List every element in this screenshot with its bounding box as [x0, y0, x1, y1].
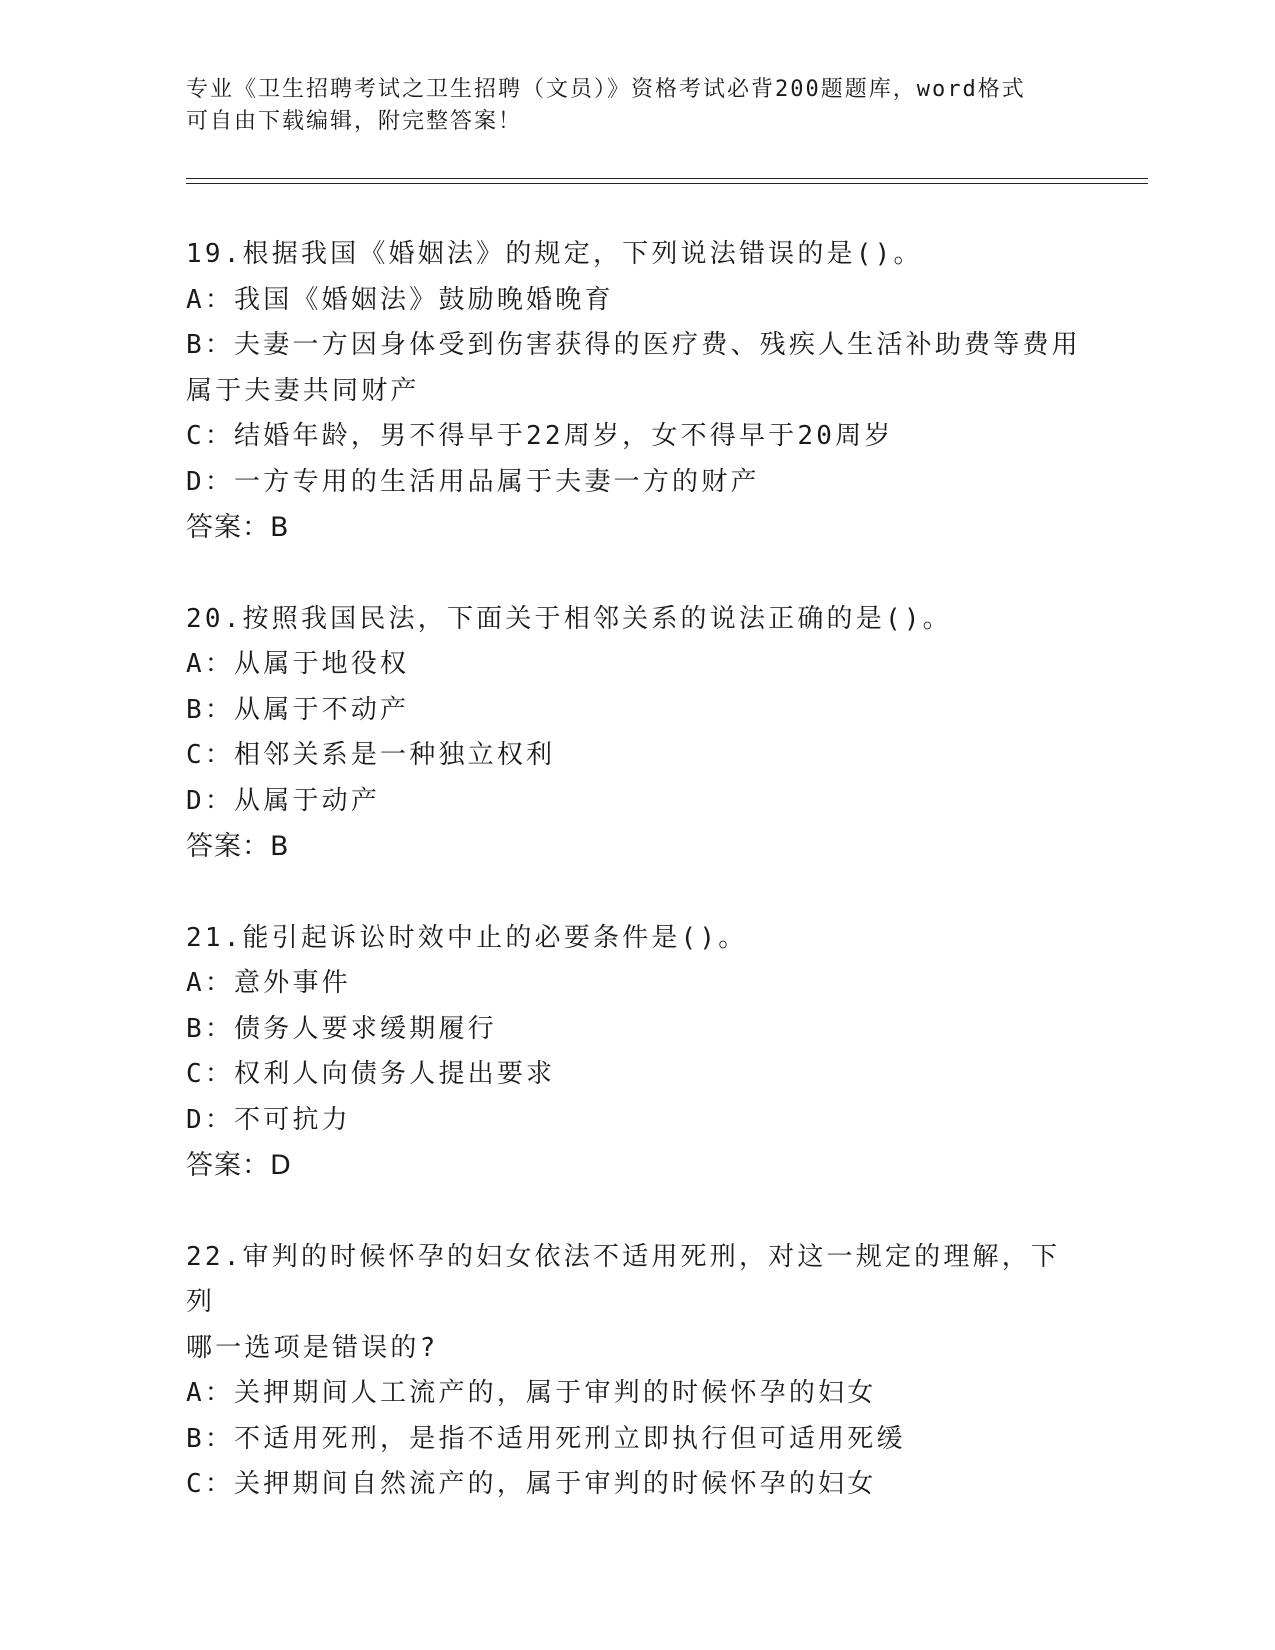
question-stem: 22.审判的时候怀孕的妇女依法不适用死刑，对这一规定的理解，下列 [186, 1241, 1061, 1317]
question-20 [186, 597, 1086, 870]
option-b: B：不适用死刑，是指不适用死刑立即执行但可适用死缓 [186, 1423, 906, 1454]
option-a: A：关押期间人工流产的，属于审判的时候怀孕的妇女 [186, 1378, 877, 1408]
answer-label: 答案：D [186, 1150, 292, 1181]
option-b: B：从属于不动产 [186, 694, 410, 725]
option-c: C：权利人向债务人提出要求 [186, 1059, 556, 1089]
question-stem-continued: 哪一选项是错误的? [186, 1332, 439, 1363]
question-22 [186, 1235, 1086, 1508]
option-b: B：债务人要求缓期履行 [186, 1013, 497, 1044]
question-21 [186, 916, 1086, 1189]
answer-label: 答案：B [186, 512, 290, 543]
option-b-continued: 属于夫妻共同财产 [186, 375, 420, 406]
question-stem: 19.根据我国《婚姻法》的规定，下列说法错误的是()。 [186, 239, 923, 269]
option-a: A：意外事件 [186, 968, 351, 998]
option-d: D：从属于动产 [186, 785, 381, 816]
answer-label: 答案：B [186, 831, 290, 862]
question-stem: 20.按照我国民法，下面关于相邻关系的说法正确的是()。 [186, 603, 952, 634]
option-d: D：不可抗力 [186, 1104, 351, 1135]
header-divider-top [186, 178, 1148, 179]
header-line-2: 可自由下载编辑，附完整答案！ [186, 109, 523, 134]
document-header [186, 74, 1086, 138]
question-stem: 21.能引起诉讼时效中止的必要条件是()。 [186, 922, 748, 953]
header-line-1: 专业《卫生招聘考试之卫生招聘（文员）》资格考试必背200题题库，word格式 [186, 77, 1026, 102]
option-b: B：夫妻一方因身体受到伤害获得的医疗费、残疾人生活补助费等费用 [186, 330, 1081, 360]
option-a: A：从属于地役权 [186, 649, 410, 679]
option-d: D：一方专用的生活用品属于夫妻一方的财产 [186, 466, 760, 497]
question-list [186, 232, 1086, 1554]
option-c: C：相邻关系是一种独立权利 [186, 740, 556, 770]
header-divider-bottom [186, 183, 1148, 184]
option-a: A：我国《婚姻法》鼓励晚婚晚育 [186, 284, 614, 315]
option-c: C：结婚年龄，男不得早于22周岁，女不得早于20周岁 [186, 421, 894, 451]
question-19 [186, 232, 1086, 551]
option-c: C：关押期间自然流产的，属于审判的时候怀孕的妇女 [186, 1469, 877, 1499]
